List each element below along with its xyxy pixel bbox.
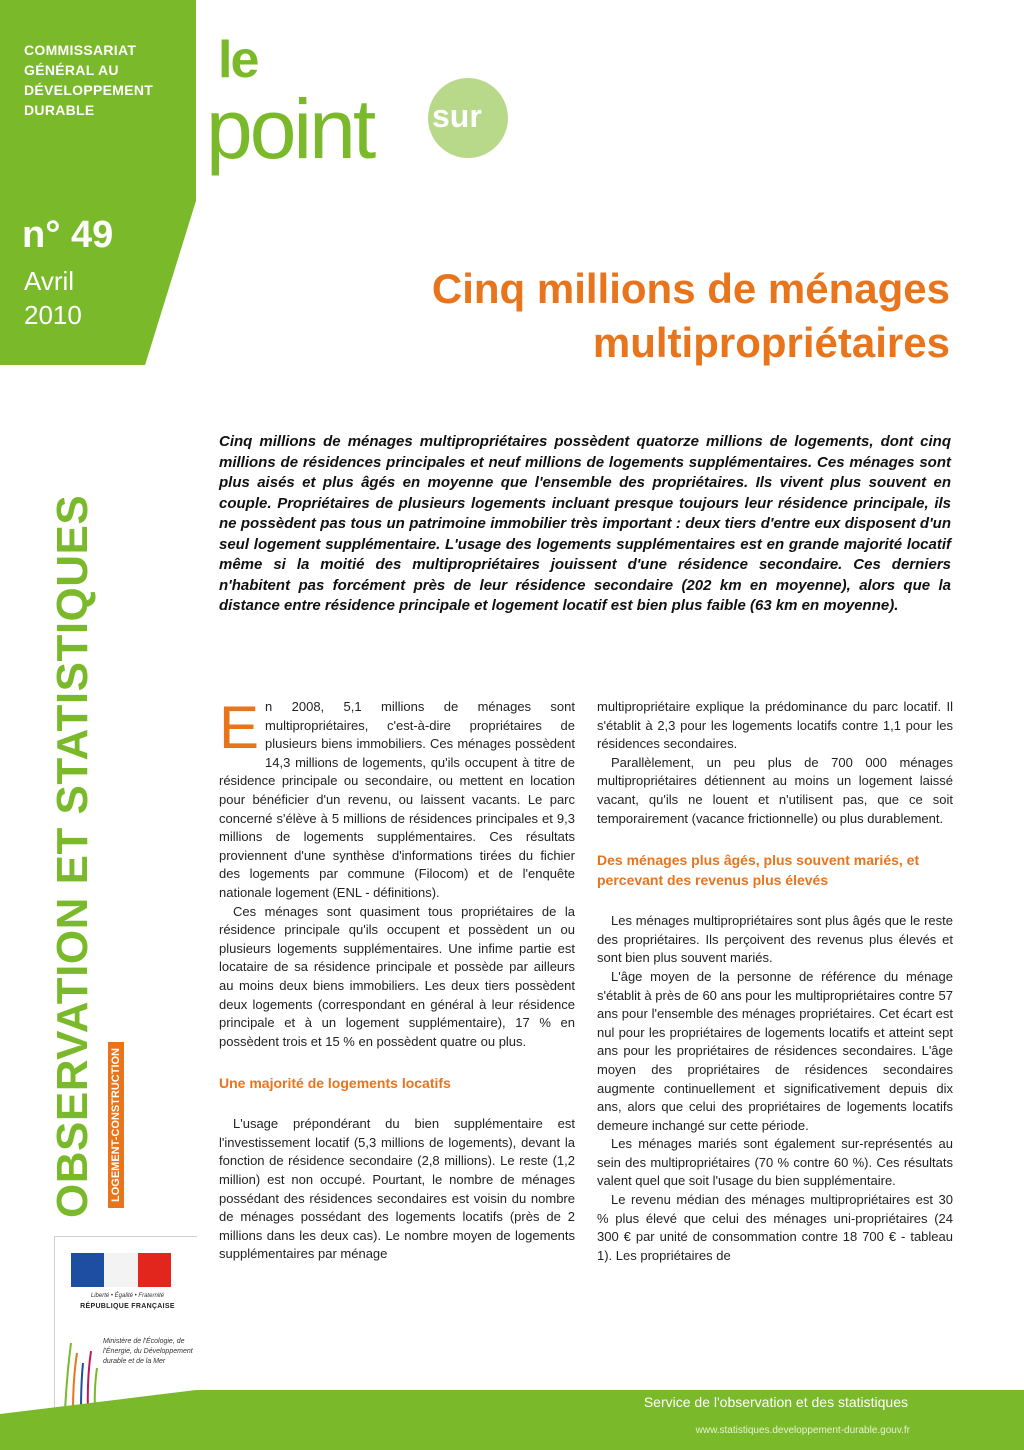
- paragraph: Les ménages mariés sont également sur-représentés au sein des multipropriétaires (70 % contre 60 %). Ces résultats valent quel que soit l'usage du bien supplémentaire.: [597, 1136, 953, 1189]
- republic-motto: Liberté • Égalité • Fraternité: [90, 1293, 165, 1299]
- ministry-name: Ministère de l'Écologie, de l'Énergie, du Développement durable et de la Mer: [103, 1338, 193, 1365]
- marianne-flag-icon: [71, 1253, 171, 1287]
- brand-sur: sur: [432, 98, 482, 134]
- publisher-line: DURABLE: [24, 102, 95, 118]
- paragraph: Les ménages multipropriétaires sont plus âgés que le reste des propriétaires. Ils perçoivent des revenus plus élevés et sont bien plus souvent mariés.: [597, 913, 953, 966]
- sidebar: [0, 0, 196, 1450]
- series-title: OBSERVATION ET STATISTIQUES: [48, 494, 97, 1218]
- series-subtitle: LOGEMENT-CONSTRUCTION: [108, 1042, 124, 1208]
- footer-service: Service de l'observation et des statistiques: [643, 1394, 908, 1410]
- section-heading: Une majorité de logements locatifs: [219, 1075, 451, 1092]
- issue-year: 2010: [24, 300, 82, 330]
- issue-month: Avril: [24, 266, 75, 296]
- brand-le: le: [218, 31, 258, 89]
- dropcap: E: [219, 694, 260, 761]
- paragraph-text: n 2008, 5,1 millions de ménages sont multipropriétaires, c'est-à-dire propriétaires de plusieurs biens immobiliers. Ces ménages possèdent 14,3 millions de logements, qu'ils occupent à titre de résidence principale ou secondaire, ou mettent en location pour bénéficier d'un revenu, ou laissent vacants. Le parc concerné s'élève à 5 millions de résidences principales et 9,3 millions de logements supplémentaires. Ces résultats proviennent d'une synthèse d'informations tirées du fichier des logements par commune (Filocom) et de l'enquête nationale logement (ENL - définitions).: [219, 699, 575, 900]
- left-column: [219, 694, 575, 1264]
- paragraph: L'âge moyen de la personne de référence du ménage s'établit à près de 60 ans pour les multipropriétaires contre 57 ans pour l'ensemble des ménages propriétaires. Cet écart est nul pour les propriétaires de logements locatifs et atteint sept ans pour les propriétaires de résidences secondaires. L'âge moyen des propriétaires de résidences secondaires augmente continuellement et significativement depuis dix ans, alors que celui des propriétaires de logements locatifs demeure inchangé sur cette période.: [597, 968, 953, 1133]
- paragraph: Parallèlement, un peu plus de 700 000 ménages multipropriétaires détiennent au moins un logement laissé vacant, qu'ils ne louent et n'utilisent pas, que ce soit temporairement (vacance frictionnelle) ou plus durablement.: [597, 754, 953, 826]
- ministry-logo-icon: [61, 1333, 101, 1413]
- brand-logo: [206, 30, 526, 200]
- paragraph: Le revenu médian des ménages multipropriétaires est 30 % plus élevé que celui des ménages uni-propriétaires (24 300 € par unité de consommation contre 18 700 € - tableau 1). Les propriétaires de: [597, 1192, 953, 1263]
- issue-number: n° 49: [22, 214, 114, 256]
- republic-logo: [54, 1236, 197, 1417]
- paragraph: [219, 694, 575, 903]
- page-title: Cinq millions de ménages multipropriétaires: [431, 265, 950, 366]
- abstract: Cinq millions de ménages multipropriétaires possèdent quatorze millions de logements, dont cinq millions de résidences principales et neuf millions de logements supplémentaires. Ces ménages sont plus aisés et plus âgés en moyenne que l'ensemble des propriétaires. Ils vivent plus souvent en couple. Propriétaires de plusieurs logements incluant presque toujours leur résidence principale, ils ne possèdent pas tous un patrimoine immobilier très important : deux tiers d'entre eux disposent d'un seul logement supplémentaire. L'usage des logements supplémentaires est en grande majorité locatif même si la moitié des multipropriétaires jouissent d'une résidence secondaire. Ces derniers n'habitent pas forcément près de leur résidence secondaire (202 km en moyenne), alors que la distance entre résidence principale et logement locatif est bien plus faible (63 km en moyenne).: [219, 433, 951, 614]
- paragraph: L'usage prépondérant du bien supplémentaire est l'investissement locatif (5,3 millions de logements), devant la fonction de résidence secondaire (2,8 millions). Le reste (1,2 million) est non occupé. Pourtant, le nombre de ménages possédant des résidences secondaires est voisin du nombre de ménages possédant des logements locatifs (près de 2 millions dans les deux cas). Le nombre moyen de logements supplémentaires par ménage: [219, 1116, 575, 1262]
- footer-url[interactable]: www.statistiques.developpement-durable.gouv.fr: [695, 1425, 910, 1436]
- republic-name: RÉPUBLIQUE FRANÇAISE: [80, 1303, 175, 1310]
- publisher-line: DÉVELOPPEMENT: [24, 82, 154, 98]
- publisher-line: GÉNÉRAL AU: [24, 62, 119, 78]
- right-column: [597, 698, 953, 1265]
- brand-point: point: [206, 82, 374, 176]
- section-heading: Des ménages plus âgés, plus souvent mariés, et percevant des revenus plus élevés: [597, 852, 920, 889]
- publisher-name: [24, 40, 194, 120]
- paragraph: Ces ménages sont quasiment tous propriétaires de la résidence principale qu'ils occupent et possèdent un ou plusieurs logements supplémentaires. Une infime partie est locataire de sa résidence principale et possède par ailleurs au moins deux biens immobiliers. Les deux tiers possèdent deux logements (correspondant en général à leur résidence principale et à un logement supplémentaire), 17 % en possèdent trois et 15 % en possèdent quatre ou plus.: [219, 903, 575, 1049]
- paragraph: multipropriétaire explique la prédominance du parc locatif. Il s'établit à 2,3 pour les logements locatifs contre 1,1 pour les résidences secondaires.: [597, 699, 953, 752]
- publisher-line: COMMISSARIAT: [24, 42, 137, 58]
